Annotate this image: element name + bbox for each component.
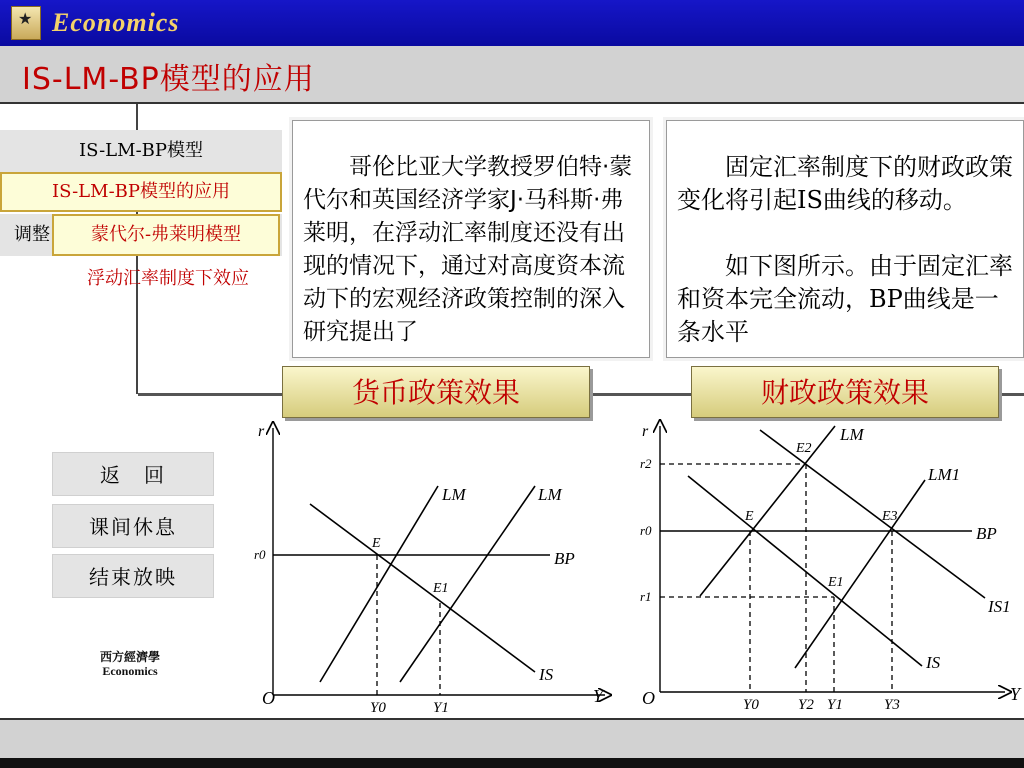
paragraph: 哥伦比亚大学教授罗伯特·蒙代尔和英国经济学家J·马科斯·弗莱明，在浮动汇率制度还没有出现的情况下，通过对高度资本流动下的宏观经济政策控制的深入研究提出了 [303,154,633,345]
text-panel-right-body [677,151,1017,349]
logo-icon: ★ [11,6,41,40]
nav-popup-mundell-fleming[interactable]: 蒙代尔-弗莱明模型 [52,214,280,256]
tick-r0: r0 [254,547,266,562]
point-e: E [745,509,754,524]
text-panel-left-body [303,151,643,349]
brand-title: Economics [52,8,180,37]
axis-y-label: r [642,423,649,440]
break-button[interactable]: 课间休息 [52,504,214,548]
tick-y0: Y0 [743,697,759,713]
page-title: IS-LM-BP模型的应用 [22,62,315,97]
nav-item-adjust[interactable]: 调整 [0,214,282,256]
curve-lm [700,426,835,596]
origin-label: O [642,688,655,708]
curve-is [310,504,535,672]
point-e1: E1 [828,575,844,590]
tick-y1: Y1 [827,697,843,713]
tick-r0: r0 [640,523,652,538]
label-bp: BP [554,549,575,568]
label-is: IS [539,665,554,684]
end-show-button[interactable]: 结束放映 [52,554,214,598]
point-e1: E1 [433,581,449,596]
nav-item-model[interactable]: IS-LM-BP模型 [0,130,282,172]
caption-fiscal: 财政政策效果 [691,366,999,418]
label-lm: LM [840,425,864,444]
origin-label: O [262,688,275,708]
label-is: IS [926,653,941,672]
text-panel-right[interactable] [666,120,1024,358]
point-e: E [372,536,381,551]
nav-item-floating[interactable]: 浮动汇率制度下效应 [87,268,249,289]
nav-item-application[interactable]: IS-LM-BP模型的应用 [0,172,282,212]
footer-logo [70,650,190,678]
label-lm-shifted: LM [538,485,562,504]
paragraph: 固定汇率制度下的财政政策变化将引起IS曲线的移动。 [677,153,1013,214]
caption-monetary: 货币政策效果 [282,366,590,418]
axis-y-label: r [258,423,265,440]
point-e2: E2 [796,441,812,456]
label-bp: BP [976,524,997,543]
tick-y0: Y0 [370,700,386,716]
back-button[interactable]: 返 回 [52,452,214,496]
label-lm: LM [442,485,466,504]
text-panel-left[interactable] [292,120,650,358]
footer-logo-cn: 西方經濟學 [99,650,160,664]
point-e3: E3 [882,509,898,524]
tick-r2: r2 [640,456,652,471]
tick-y3: Y3 [884,697,900,713]
axis-x-label: Y [593,686,604,706]
curve-is [688,476,922,666]
curve-lm1 [795,480,925,668]
label-is1: IS1 [988,597,1011,616]
tick-y1: Y1 [433,700,449,716]
bottom-bar [0,718,1024,758]
label-lm1: LM1 [928,465,961,484]
axis-x-label: Y [1010,684,1021,704]
title-bar [0,46,1024,104]
tick-r1: r1 [640,589,652,604]
paragraph: 如下图所示。由于固定汇率和资本完全流动，BP曲线是一条水平 [677,252,1013,346]
bottom-line [0,758,1024,768]
tick-y2: Y2 [798,697,814,713]
fiscal-policy-diagram [630,420,1024,720]
top-bar [0,0,1024,46]
footer-logo-en: Economics [102,664,158,678]
curve-is1 [760,430,985,598]
monetary-policy-diagram [250,420,620,720]
